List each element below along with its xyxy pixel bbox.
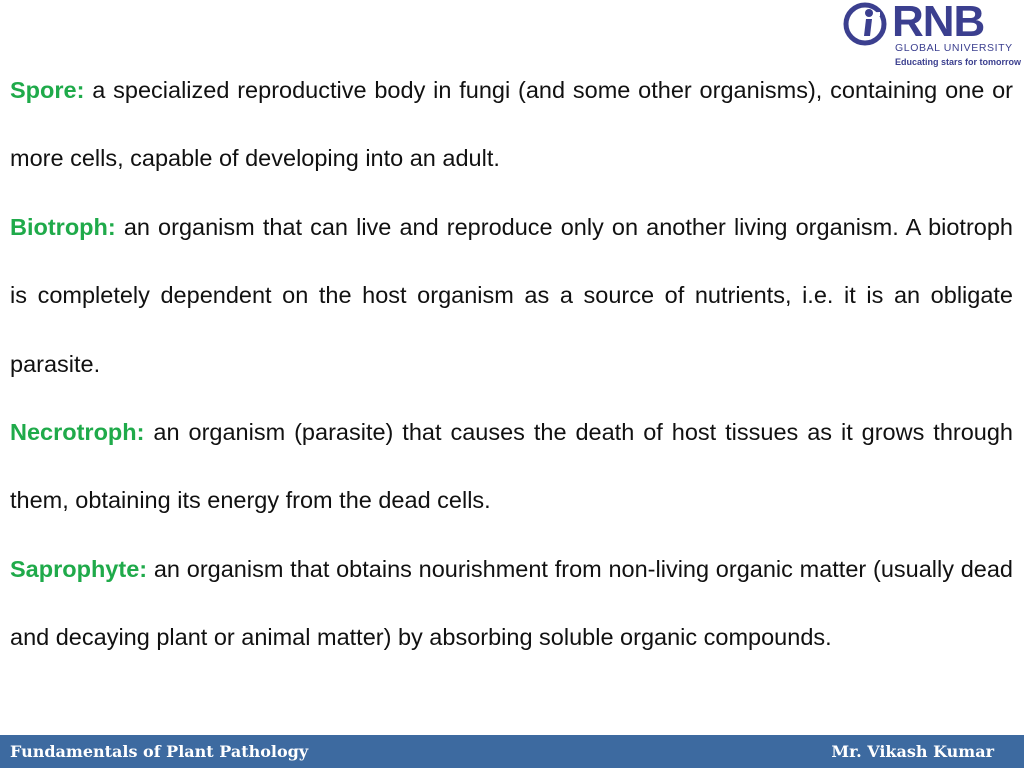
footer-author: Mr. Vikash Kumar [831,742,994,761]
definition-biotroph [10,193,1013,398]
definitions-list [10,56,1013,672]
definition-text: an organism that can live and reproduce only on another living organism. A biotroph is completely dependent on the host organism as a source of nutrients, i.e. it is an obligate parasite. [10,213,1013,377]
definition-term: Necrotroph: [10,419,145,446]
logo-tagline: Educating stars for tomorrow [895,57,1022,67]
logo-name: RNB [892,0,985,46]
definition-term: Spore: [10,77,85,103]
definition-spore [10,56,1013,193]
definition-text: an organism that obtains nourishment from non-living organic matter (usually dead and decaying plant or animal matter) by absorbing soluble organic compounds. [10,555,1013,651]
definition-necrotroph [10,398,1013,535]
rnb-emblem-icon [842,2,888,46]
footer-bar [0,735,1024,768]
logo-subtitle: GLOBAL UNIVERSITY [895,42,1013,54]
footer-course-title: Fundamentals of Plant Pathology [10,742,309,761]
definition-term: Biotroph: [10,213,116,240]
definition-text: a specialized reproductive body in fungi (and some other organisms), containing one or more cells, capable of developing into an adult. [10,77,1013,172]
definition-saprophyte [10,535,1013,672]
definition-text: an organism (parasite) that causes the death of host tissues as it grows through them, obtaining its energy from the dead cells. [10,419,1013,514]
definition-term: Saprophyte: [10,555,148,582]
